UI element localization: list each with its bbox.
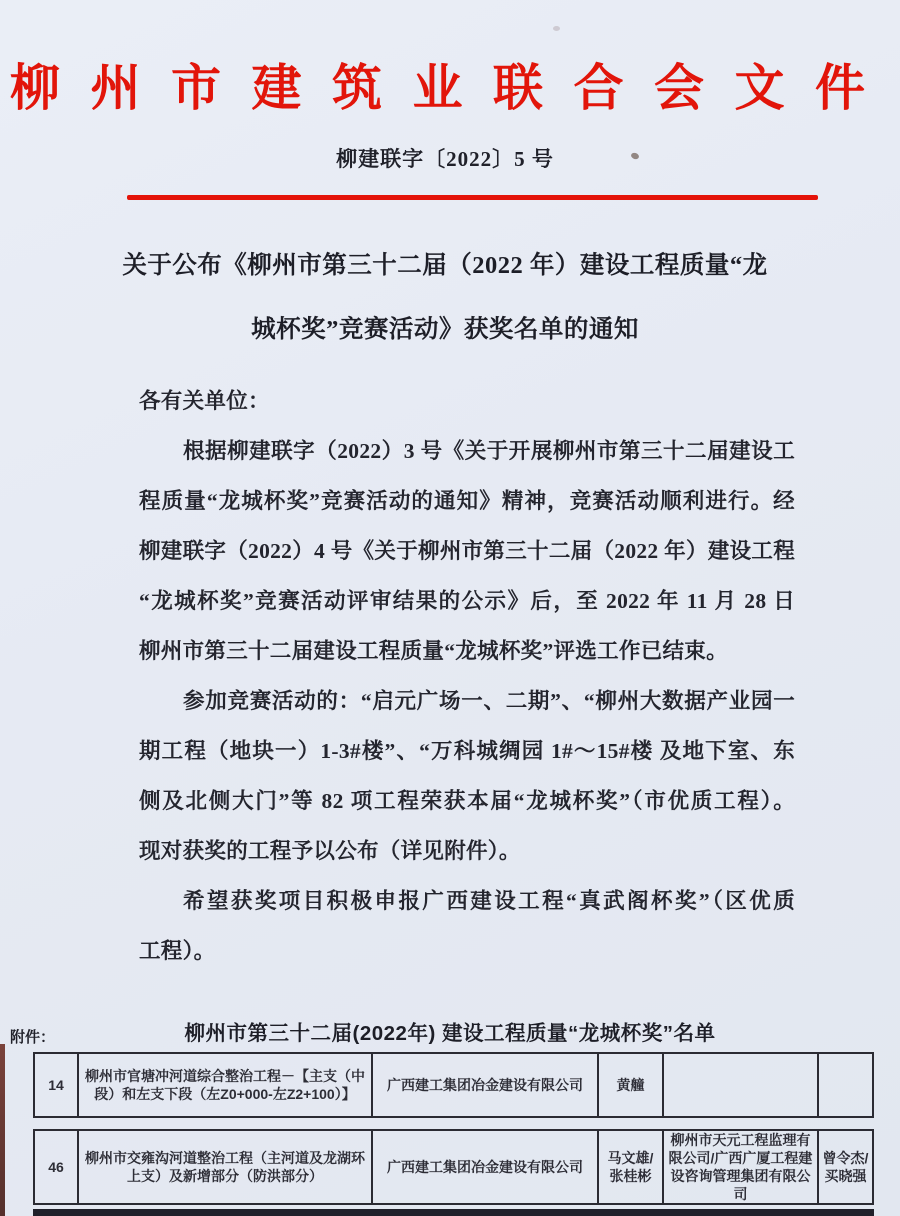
cell-chief-engineer [819, 1054, 872, 1116]
cell-contractor: 广西建工集团冶金建设有限公司 [373, 1054, 599, 1116]
body-line: “龙城杯奖”竞赛活动评审结果的公示》后，至 2022 年 11 月 28 日 [139, 589, 795, 613]
cell-project-name: 柳州市官塘冲河道综合整治工程－【主支（中段）和左支下段（左Z0+000-左Z2+100）】 [79, 1054, 373, 1116]
body-line: 柳建联字（2022）4 号《关于柳州市第三十二届（2022 年）建设工程 [139, 539, 795, 563]
body-line: 希望获奖项目积极申报广西建设工程“真武阁杯奖”（区优质 [183, 889, 795, 913]
notice-title [105, 234, 785, 362]
cell-index: 14 [35, 1054, 79, 1116]
notice-title-line-2: 城杯奖”竞赛活动》获奖名单的通知 [251, 316, 639, 343]
scan-edge-artifact [0, 1044, 5, 1216]
body-line: 侧及北侧大门”等 82 项工程荣获本届“龙城杯奖”（市优质工程）。 [139, 789, 795, 813]
cell-project-name: 柳州市交雍沟河道整治工程（主河道及龙湖环上支）及新增部分（防洪部分） [79, 1131, 373, 1203]
award-table-row-46 [33, 1129, 874, 1205]
cell-contractor: 广西建工集团冶金建设有限公司 [373, 1131, 599, 1203]
attachment-title: 柳州市第三十二届(2022年) 建设工程质量“龙城杯奖”名单 [184, 1022, 716, 1045]
body-line: 程质量“龙城杯奖”竞赛活动的通知》精神，竞赛活动顺利进行。经 [139, 489, 795, 513]
salutation: 各有关单位： [139, 389, 270, 413]
body-line: 参加竞赛活动的：“启元广场一、二期”、“柳州大数据产业园一 [183, 689, 795, 713]
award-table-row-14 [33, 1052, 874, 1118]
scan-smudge [553, 26, 560, 31]
body-line: 现对获奖的工程予以公布（详见附件）。 [139, 839, 521, 863]
cell-manager: 马文雄/张桂彬 [599, 1131, 664, 1203]
next-row-cutoff-border [33, 1209, 874, 1216]
body-line: 工程）。 [139, 939, 216, 963]
org-title: 柳 州 市 建 筑 业 联 合 会 文 件 [10, 60, 874, 116]
cell-supervisor: 柳州市天元工程监理有限公司/广西广厦工程建设咨询管理集团有限公司 [664, 1131, 819, 1203]
body-line: 根据柳建联字（2022）3 号《关于开展柳州市第三十二届建设工 [183, 439, 795, 463]
cell-manager: 黄艟 [599, 1054, 664, 1116]
red-divider-rule [127, 195, 818, 200]
cell-supervisor [664, 1054, 819, 1116]
cell-index: 46 [35, 1131, 79, 1203]
attachment-label: 附件： [10, 1029, 56, 1046]
body-line: 期工程（地块一）1-3#楼”、“万科城绸园 1#～15#楼 及地下室、东 [139, 739, 795, 763]
cell-chief-engineer: 曾令杰/买晓强 [822, 1150, 869, 1184]
body-line: 柳州市第三十二届建设工程质量“龙城杯奖”评选工作已结束。 [139, 639, 728, 663]
notice-body [139, 376, 795, 976]
notice-title-line-1: 关于公布《柳州市第三十二届（2022 年）建设工程质量“龙 [122, 252, 768, 279]
doc-number: 柳建联字〔2022〕5 号 [336, 147, 554, 171]
